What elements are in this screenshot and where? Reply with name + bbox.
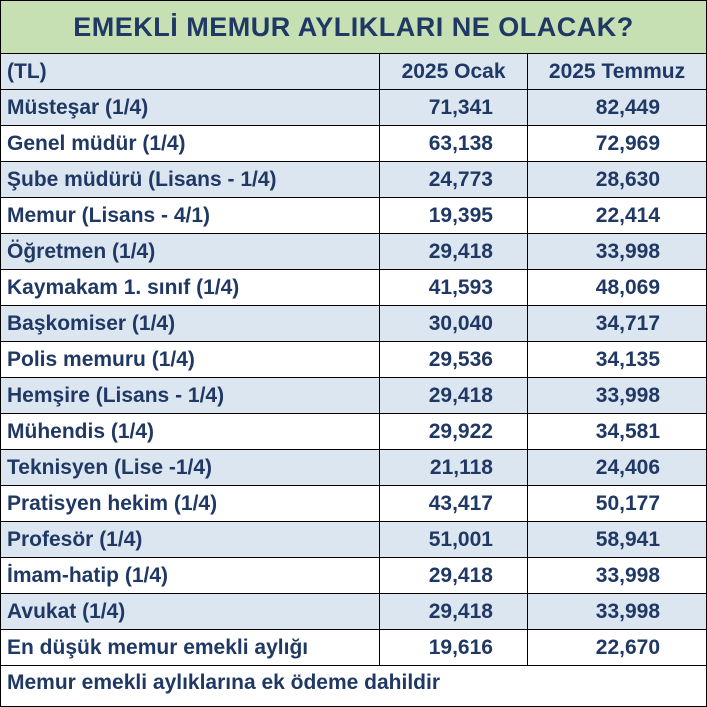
row-value-temmuz: 48,069	[527, 270, 706, 306]
row-label: Pratisyen hekim (1/4)	[1, 486, 380, 522]
row-value-temmuz: 82,449	[527, 90, 706, 126]
row-value-temmuz: 28,630	[527, 162, 706, 198]
table-row	[1, 378, 706, 414]
row-value-ocak: 19,616	[380, 630, 528, 666]
table-row	[1, 270, 706, 306]
row-value-temmuz: 24,406	[527, 450, 706, 486]
row-label: Teknisyen (Lise -1/4)	[1, 450, 380, 486]
row-value-temmuz: 33,998	[527, 558, 706, 594]
row-value-ocak: 24,773	[380, 162, 528, 198]
row-value-temmuz: 34,581	[527, 414, 706, 450]
header-row	[1, 54, 706, 90]
row-value-ocak: 21,118	[380, 450, 528, 486]
table-row	[1, 342, 706, 378]
row-value-temmuz: 58,941	[527, 522, 706, 558]
row-label: Memur (Lisans - 4/1)	[1, 198, 380, 234]
row-value-temmuz: 22,670	[527, 630, 706, 666]
row-value-ocak: 51,001	[380, 522, 528, 558]
row-value-ocak: 30,040	[380, 306, 528, 342]
row-label: Mühendis (1/4)	[1, 414, 380, 450]
row-value-ocak: 43,417	[380, 486, 528, 522]
header-col-ocak: 2025 Ocak	[380, 54, 528, 90]
row-label: Profesör (1/4)	[1, 522, 380, 558]
row-value-ocak: 19,395	[380, 198, 528, 234]
footer-row	[1, 666, 706, 701]
table-row	[1, 558, 706, 594]
row-label: İmam-hatip (1/4)	[1, 558, 380, 594]
header-unit: (TL)	[1, 54, 380, 90]
row-label: Müsteşar (1/4)	[1, 90, 380, 126]
row-label: Öğretmen (1/4)	[1, 234, 380, 270]
table-row	[1, 198, 706, 234]
row-label: Hemşire (Lisans - 1/4)	[1, 378, 380, 414]
row-value-temmuz: 33,998	[527, 234, 706, 270]
table-title: EMEKLİ MEMUR AYLIKLARI NE OLACAK?	[1, 1, 706, 54]
row-value-temmuz: 50,177	[527, 486, 706, 522]
table-row	[1, 234, 706, 270]
row-label: Şube müdürü (Lisans - 1/4)	[1, 162, 380, 198]
row-value-ocak: 29,418	[380, 558, 528, 594]
row-value-temmuz: 33,998	[527, 378, 706, 414]
row-value-ocak: 29,418	[380, 594, 528, 630]
row-label: Avukat (1/4)	[1, 594, 380, 630]
row-value-temmuz: 22,414	[527, 198, 706, 234]
row-label: Genel müdür (1/4)	[1, 126, 380, 162]
table-row	[1, 630, 706, 666]
row-value-temmuz: 33,998	[527, 594, 706, 630]
table-row	[1, 162, 706, 198]
row-label: Kaymakam 1. sınıf (1/4)	[1, 270, 380, 306]
row-value-ocak: 41,593	[380, 270, 528, 306]
table-row	[1, 126, 706, 162]
row-value-ocak: 29,922	[380, 414, 528, 450]
row-value-temmuz: 34,717	[527, 306, 706, 342]
row-label: Polis memuru (1/4)	[1, 342, 380, 378]
row-value-ocak: 29,418	[380, 234, 528, 270]
table-row	[1, 306, 706, 342]
row-value-ocak: 71,341	[380, 90, 528, 126]
row-value-ocak: 29,536	[380, 342, 528, 378]
table-row	[1, 522, 706, 558]
row-label: Başkomiser (1/4)	[1, 306, 380, 342]
row-value-ocak: 63,138	[380, 126, 528, 162]
table-row	[1, 486, 706, 522]
table-row	[1, 594, 706, 630]
row-label: En düşük memur emekli aylığı	[1, 630, 380, 666]
table-body	[1, 90, 706, 666]
table-row	[1, 90, 706, 126]
row-value-temmuz: 34,135	[527, 342, 706, 378]
row-value-temmuz: 72,969	[527, 126, 706, 162]
salary-table	[1, 54, 706, 700]
header-col-temmuz: 2025 Temmuz	[527, 54, 706, 90]
table-row	[1, 414, 706, 450]
footer-note: Memur emekli aylıklarına ek ödeme dahildir	[1, 666, 706, 701]
row-value-ocak: 29,418	[380, 378, 528, 414]
table-row	[1, 450, 706, 486]
